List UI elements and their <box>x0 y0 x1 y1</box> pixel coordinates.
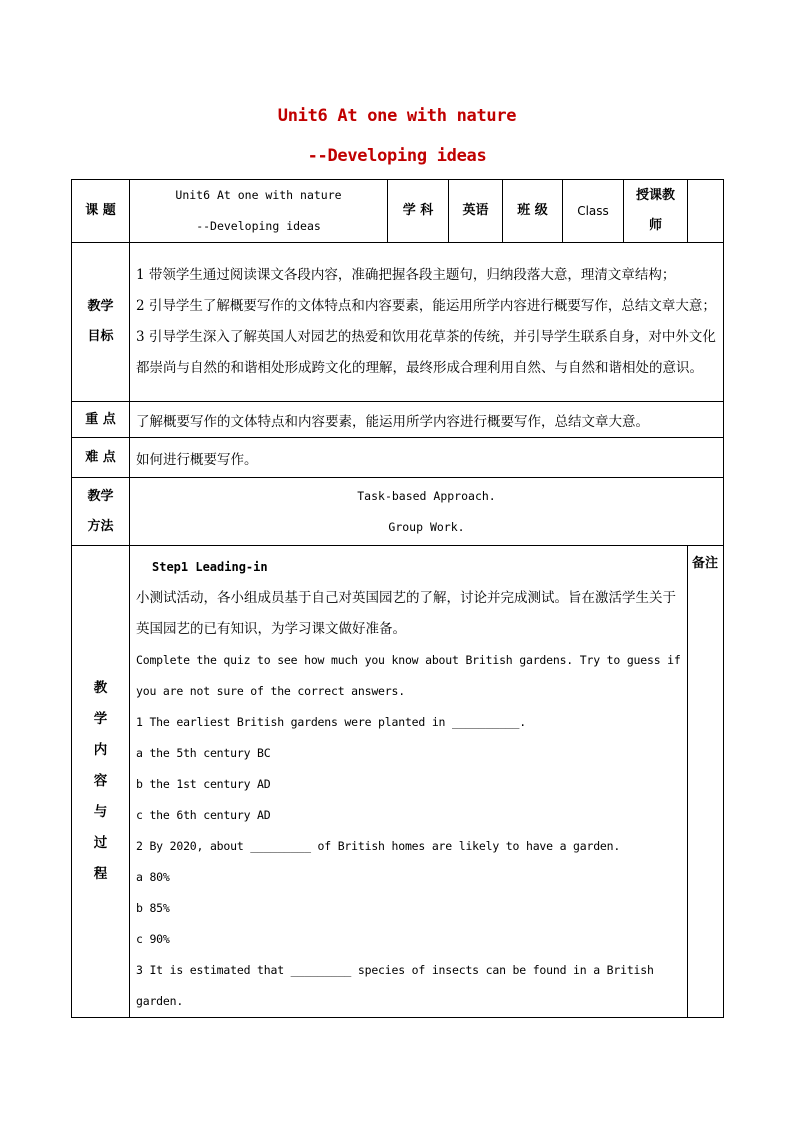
objective-item-3: 3 引导学生深入了解英国人对园艺的热爱和饮用花草茶的传统，并引导学生联系自身，对中外文化都崇尚与自然的和谐相处形成跨文化的理解，最终形成合理利用自然、与自然和谐相处的意识。 <box>136 329 716 376</box>
header-row <box>72 180 724 243</box>
difficulty-text: 如何进行概要写作。 <box>130 438 724 478</box>
step-heading: Step1 Leading-in <box>152 560 268 574</box>
question-1: 1 The earliest British gardens were planted in __________. <box>136 715 526 729</box>
objectives-content <box>130 243 724 402</box>
notes-column: 备注 <box>688 546 724 1018</box>
key-point-text: 了解概要写作的文体特点和内容要素，能运用所学内容进行概要写作，总结文章大意。 <box>130 402 724 438</box>
process-label: 教学内容与过程 <box>72 546 130 1018</box>
quiz-instruction: Complete the quiz to see how much you know about British gardens. Try to guess if you are not sure of the correct answers. <box>136 653 681 698</box>
teacher-value <box>688 180 724 243</box>
topic-label: 课 题 <box>72 180 130 243</box>
document-title: Unit6 At one with nature <box>277 106 517 126</box>
difficulty-label: 难 点 <box>72 438 130 478</box>
method-row <box>72 478 724 546</box>
subject-value: 英语 <box>449 180 503 243</box>
intro-text: 小测试活动，各小组成员基于自己对英国园艺的了解，讨论并完成测试。旨在激活学生关于英国园艺的已有知识，为学习课文做好准备。 <box>136 590 676 637</box>
document-subtitle: --Developing ideas <box>307 146 487 166</box>
objective-item-2: 2 引导学生了解概要写作的文体特点和内容要素，能运用所学内容进行概要写作，总结文章大意； <box>136 298 716 314</box>
q1-option-b: b the 1st century AD <box>136 777 271 791</box>
q1-option-c: c the 6th century AD <box>136 808 271 822</box>
method-line-1: Task-based Approach. <box>357 488 496 503</box>
method-content <box>130 478 724 546</box>
q1-option-a: a the 5th century BC <box>136 746 271 760</box>
key-point-label: 重 点 <box>72 402 130 438</box>
process-row <box>72 546 724 1018</box>
lesson-plan-table <box>71 179 724 1018</box>
topic-line-2: --Developing ideas <box>196 219 321 233</box>
process-content <box>130 546 688 1018</box>
topic-line-1: Unit6 At one with nature <box>175 188 342 202</box>
q2-option-c: c 90% <box>136 932 170 946</box>
q2-option-b: b 85% <box>136 901 170 915</box>
class-value: Class <box>563 180 624 243</box>
class-label: 班 级 <box>503 180 563 243</box>
question-3: 3 It is estimated that _________ species of insects can be found in a British garden. <box>136 963 654 1008</box>
key-point-row <box>72 402 724 438</box>
topic-value <box>130 180 388 243</box>
objectives-row <box>72 243 724 402</box>
subject-label: 学 科 <box>388 180 449 243</box>
q2-option-a: a 80% <box>136 870 170 884</box>
method-line-2: Group Work. <box>388 519 465 534</box>
objective-item-1: 1 带领学生通过阅读课文各段内容，准确把握各段主题句，归纳段落大意，理清文章结构； <box>136 267 676 283</box>
method-label: 教学方法 <box>72 478 130 546</box>
difficulty-row <box>72 438 724 478</box>
question-2: 2 By 2020, about _________ of British homes are likely to have a garden. <box>136 839 621 853</box>
objectives-label: 教学目标 <box>72 243 130 402</box>
teacher-label: 授课教师 <box>624 180 688 243</box>
